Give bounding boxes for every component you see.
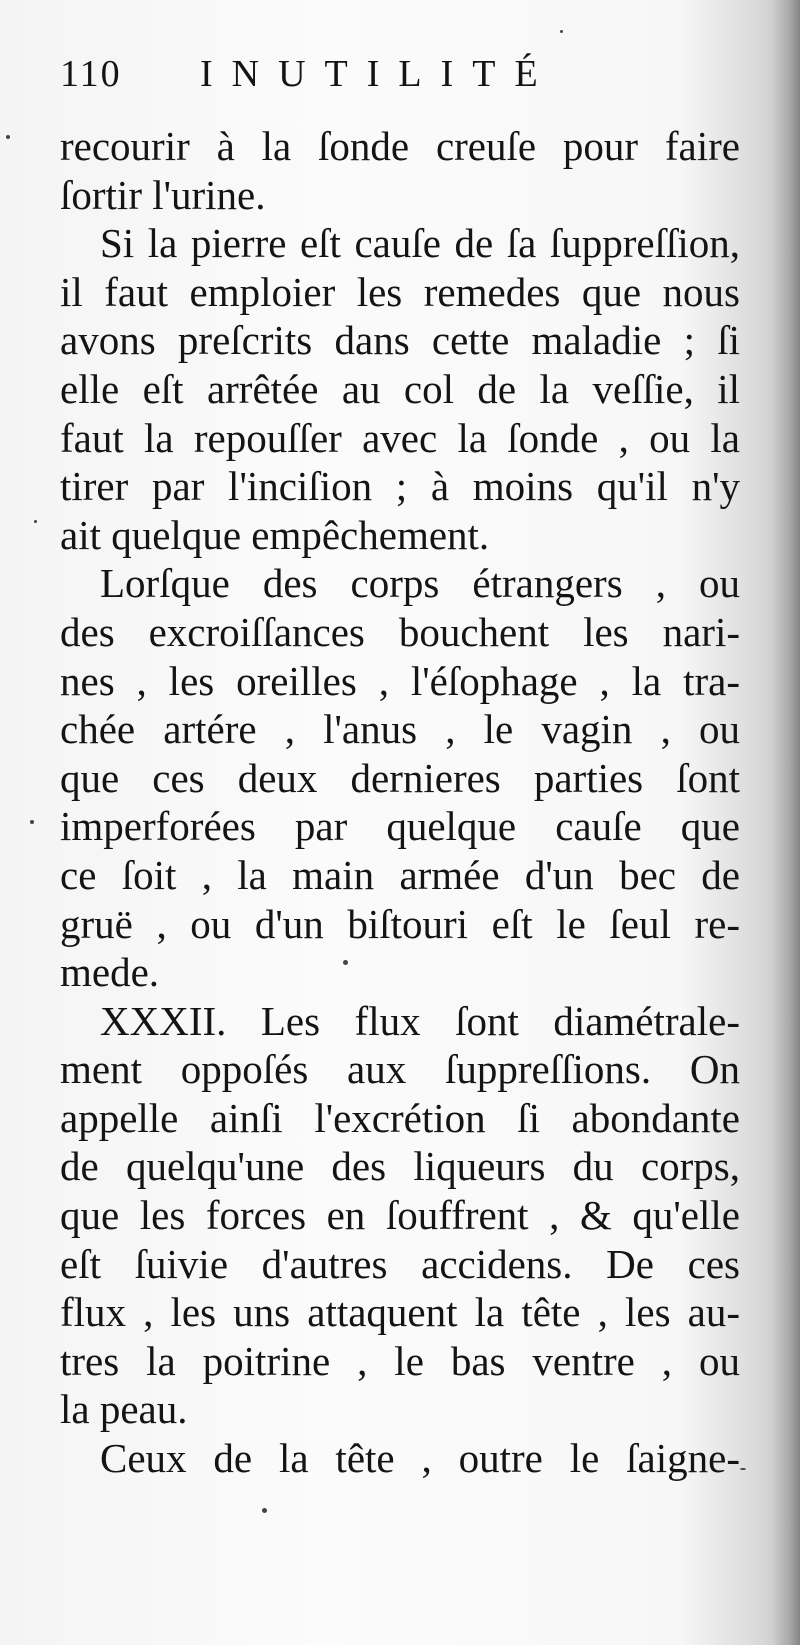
text-line: recourir à la ſonde creuſe pour faire bbox=[60, 123, 740, 169]
text-line: il faut emploier les remedes que nous bbox=[60, 268, 740, 315]
text-line: ait quelque empêchement. bbox=[60, 511, 490, 558]
text-line: eſt ſuivie d'autres accidens. De ces bbox=[60, 1240, 740, 1287]
text-line: elle eſt arrêtée au col de la veſſie, il bbox=[60, 365, 740, 412]
body-text bbox=[60, 122, 740, 1483]
text-line: des excroiſſances bouchent les nari- bbox=[60, 608, 740, 655]
page-gutter-shadow bbox=[772, 0, 800, 1645]
running-title: INUTILITÉ bbox=[200, 53, 557, 95]
text-line: flux , les uns attaquent la tête , les au- bbox=[60, 1289, 740, 1336]
text-line: que ces deux dernieres parties ſont bbox=[60, 754, 740, 801]
text-line: faut la repouſſer avec la ſonde , ou la bbox=[60, 414, 740, 461]
text-line: avons preſcrits dans cette maladie ; ſi bbox=[60, 317, 740, 364]
text-line: que les forces en ſouffrent , & qu'elle bbox=[60, 1192, 740, 1239]
page-number: 110 bbox=[60, 53, 122, 95]
text-line: de quelqu'une des liqueurs du corps, bbox=[60, 1143, 740, 1190]
text-line: ſortir l'urine. bbox=[60, 171, 266, 218]
text-line: appelle ainſi l'excrétion ſi abondante bbox=[60, 1094, 740, 1141]
text-line: XXXII. Les flux ſont diamétrale- bbox=[100, 997, 740, 1044]
text-line: Ceux de la tête , outre le ſaigne- bbox=[100, 1435, 740, 1482]
page-text bbox=[60, 52, 740, 1483]
text-line: tirer par l'inciſion ; à moins qu'il n'y bbox=[60, 463, 740, 510]
text-line: la peau. bbox=[60, 1386, 188, 1433]
text-line: chée artére , l'anus , le vagin , ou bbox=[60, 706, 740, 753]
text-line: Si la pierre eſt cauſe de ſa ſuppreſſion, bbox=[100, 220, 740, 267]
text-line: gruë , ou d'un biſtouri eſt le ſeul re- bbox=[60, 900, 740, 947]
text-line: Lorſque des corps étrangers , ou bbox=[100, 560, 740, 607]
running-header bbox=[60, 52, 740, 122]
text-line: ce ſoit , la main armée d'un bec de bbox=[60, 851, 740, 898]
text-line: imperforées par quelque cauſe que bbox=[60, 803, 740, 850]
text-line: nes , les oreilles , l'éſophage , la tra- bbox=[60, 657, 740, 704]
text-line: ment oppoſés aux ſuppreſſions. On bbox=[60, 1046, 740, 1093]
text-line: tres la poitrine , le bas ventre , ou bbox=[60, 1337, 740, 1384]
text-line: mede. bbox=[60, 949, 160, 996]
